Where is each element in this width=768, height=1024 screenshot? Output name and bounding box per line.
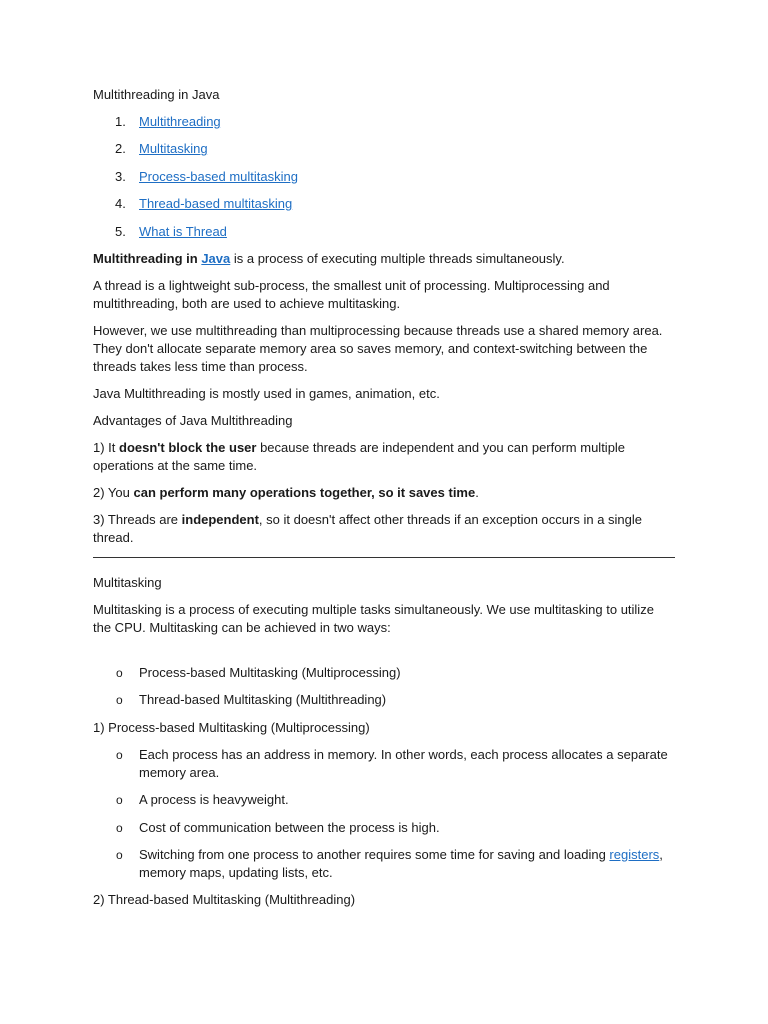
toc-item [93,195,675,213]
advantage-3-post: , so it doesn't affect other threads if an exception occurs in a single thread. [93,511,642,545]
list-item [93,746,675,782]
bullet-icon: o [116,665,123,680]
toc-item [93,168,675,186]
advantage-3-bold: independent [181,511,259,527]
registers-link[interactable]: registers [609,846,660,862]
bullet-icon: o [116,747,123,762]
usage-paragraph: Java Multithreading is mostly used in games, animation, etc. [93,385,440,401]
toc-number: 2. [115,141,126,157]
thread-definition-paragraph: A thread is a lightweight sub-process, the smallest unit of processing. Multiprocessing and multithreading, both are used to achieve multitasking. [93,277,610,311]
multitasking-heading: Multitasking [93,574,162,590]
advantage-2 [93,484,675,502]
multitasking-paragraph: Multitasking is a process of executing multiple tasks simultaneously. We use multitasking to utilize the CPU. Multitasking can be achieved in two ways: [93,601,654,635]
toc-number: 4. [115,196,126,212]
table-of-contents [93,113,675,241]
switching-post: , memory maps, updating lists, etc. [139,846,663,880]
blank-line [93,646,675,664]
list-item [93,791,675,809]
process-point-cost: Cost of communication between the process is high. [139,819,440,835]
switching-pre: Switching from one process to another requires some time for saving and loading [139,846,610,862]
advantage-2-bold: can perform many operations together, so it saves time [133,484,476,500]
process-point-address: Each process has an address in memory. In other words, each process allocates a separate memory area. [139,746,668,780]
toc-item [93,113,675,131]
however-paragraph: However, we use multithreading than multiprocessing because threads use a shared memory area. They don't allocate separate memory area so saves memory, and context-switching between the threads takes less time than process. [93,322,663,374]
bullet-icon: o [116,820,123,835]
intro-paragraph [93,250,675,268]
intro-bold-lead: Multithreading in [93,250,202,266]
list-item [93,691,675,709]
way-thread-based: Thread-based Multitasking (Multithreading) [139,692,387,708]
horizontal-divider [93,557,675,558]
advantage-1-pre: 1) It [93,439,120,455]
bullet-icon: o [116,793,123,808]
toc-item [93,223,675,241]
advantage-1-bold: doesn't block the user [119,439,257,455]
advantage-2-post: . [475,484,479,500]
toc-link-multithreading[interactable]: Multithreading [139,114,221,129]
toc-link-what-is-thread[interactable]: What is Thread [139,223,227,239]
advantage-3-pre: 3) Threads are [93,511,182,527]
advantage-1 [93,439,675,475]
list-item [93,664,675,682]
process-points-list [93,746,675,882]
java-link[interactable]: Java [201,250,231,266]
advantages-heading: Advantages of Java Multithreading [93,412,293,428]
toc-link-multitasking[interactable]: Multitasking [139,141,208,157]
list-item [93,819,675,837]
ways-list [93,664,675,709]
way-process-based: Process-based Multitasking (Multiprocessing) [139,664,401,680]
document-title: Multithreading in Java [93,87,220,102]
bullet-icon: o [116,693,123,708]
advantage-2-pre: 2) You [93,484,134,500]
bullet-icon: o [116,847,123,862]
thread-based-heading: 2) Thread-based Multitasking (Multithreading) [93,892,356,908]
toc-link-thread-based[interactable]: Thread-based multitasking [139,196,293,212]
list-item [93,846,675,882]
process-based-heading: 1) Process-based Multitasking (Multiprocessing) [93,719,370,735]
toc-number: 1. [115,114,126,129]
toc-link-process-based[interactable]: Process-based multitasking [139,168,298,184]
intro-rest: is a process of executing multiple threads simultaneously. [230,250,565,266]
advantage-1-post: because threads are independent and you can perform multiple operations at the same time. [93,439,626,473]
advantage-3 [93,511,675,547]
toc-number: 3. [115,168,126,184]
toc-item [93,140,675,158]
toc-number: 5. [115,223,126,239]
document-page [93,86,675,918]
process-point-heavyweight: A process is heavyweight. [139,792,289,808]
